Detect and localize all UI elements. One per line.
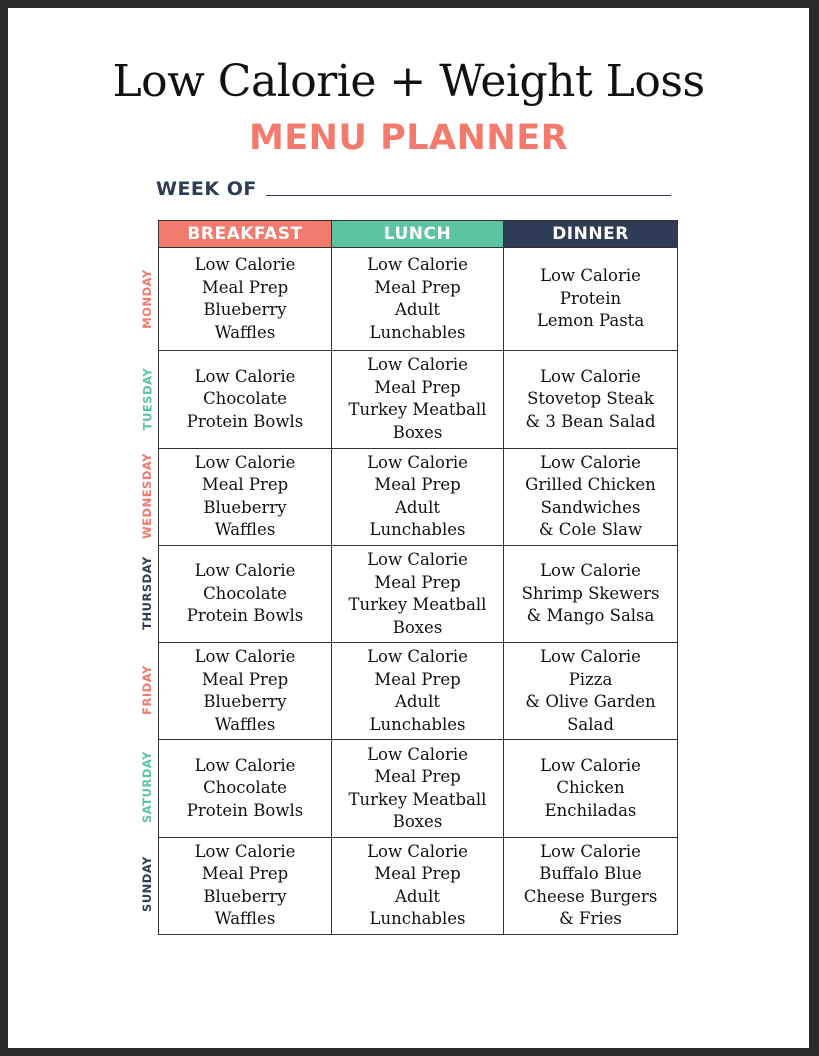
page-title: Low Calorie + Weight Loss	[112, 56, 705, 107]
breakfast-cell: Low Calorie Chocolate Protein Bowls	[159, 351, 332, 448]
day-name: FRIDAY	[140, 664, 155, 715]
day-label-tuesday	[136, 350, 158, 447]
header-lunch: LUNCH	[332, 221, 504, 248]
breakfast-cell: Low Calorie Chocolate Protein Bowls	[159, 740, 332, 837]
day-label-sunday	[136, 835, 158, 932]
table-row	[159, 248, 678, 351]
lunch-cell: Low Calorie Meal Prep Turkey Meatball Boxes	[332, 545, 504, 642]
day-name: THURSDAY	[140, 555, 154, 630]
dinner-cell: Low Calorie Stovetop Steak & 3 Bean Salad	[504, 351, 678, 448]
lunch-cell: Low Calorie Meal Prep Turkey Meatball Boxes	[332, 351, 504, 448]
lunch-cell: Low Calorie Meal Prep Adult Lunchables	[332, 837, 504, 934]
header-breakfast: BREAKFAST	[159, 221, 332, 248]
day-name: TUESDAY	[140, 367, 154, 430]
table-row	[159, 837, 678, 934]
lunch-cell: Low Calorie Meal Prep Adult Lunchables	[332, 643, 504, 740]
day-name: SATURDAY	[140, 750, 155, 823]
table-row	[159, 351, 678, 448]
dinner-cell: Low Calorie Chicken Enchiladas	[504, 740, 678, 837]
menu-header-row	[159, 221, 678, 248]
planner-page	[8, 8, 809, 1048]
table-row	[159, 643, 678, 740]
day-label-wednesday	[136, 447, 158, 544]
lunch-cell: Low Calorie Meal Prep Turkey Meatball Boxes	[332, 740, 504, 837]
header-dinner: DINNER	[504, 221, 678, 248]
table-row	[159, 545, 678, 642]
breakfast-cell: Low Calorie Meal Prep Blueberry Waffles	[159, 643, 332, 740]
table-row	[159, 448, 678, 545]
day-name: MONDAY	[140, 268, 154, 329]
week-of-label: WEEK OF	[156, 178, 257, 200]
lunch-cell: Low Calorie Meal Prep Adult Lunchables	[332, 248, 504, 351]
day-label-monday	[136, 247, 158, 350]
day-label-friday	[136, 641, 158, 738]
day-name: SUNDAY	[140, 855, 155, 912]
menu-table	[158, 220, 678, 935]
dinner-cell: Low Calorie Protein Lemon Pasta	[504, 248, 678, 351]
breakfast-cell: Low Calorie Meal Prep Blueberry Waffles	[159, 248, 332, 351]
week-of-line	[266, 195, 671, 196]
day-label-saturday	[136, 738, 158, 835]
dinner-cell: Low Calorie Shrimp Skewers & Mango Salsa	[504, 545, 678, 642]
dinner-cell: Low Calorie Pizza & Olive Garden Salad	[504, 643, 678, 740]
dinner-cell: Low Calorie Grilled Chicken Sandwiches & Cole Slaw	[504, 448, 678, 545]
breakfast-cell: Low Calorie Meal Prep Blueberry Waffles	[159, 837, 332, 934]
dinner-cell: Low Calorie Buffalo Blue Cheese Burgers & Fries	[504, 837, 678, 934]
day-name: WEDNESDAY	[140, 452, 154, 539]
breakfast-cell: Low Calorie Chocolate Protein Bowls	[159, 545, 332, 642]
lunch-cell: Low Calorie Meal Prep Adult Lunchables	[332, 448, 504, 545]
page-subtitle: MENU PLANNER	[248, 118, 569, 158]
breakfast-cell: Low Calorie Meal Prep Blueberry Waffles	[159, 448, 332, 545]
table-row	[159, 740, 678, 837]
day-label-thursday	[136, 544, 158, 641]
